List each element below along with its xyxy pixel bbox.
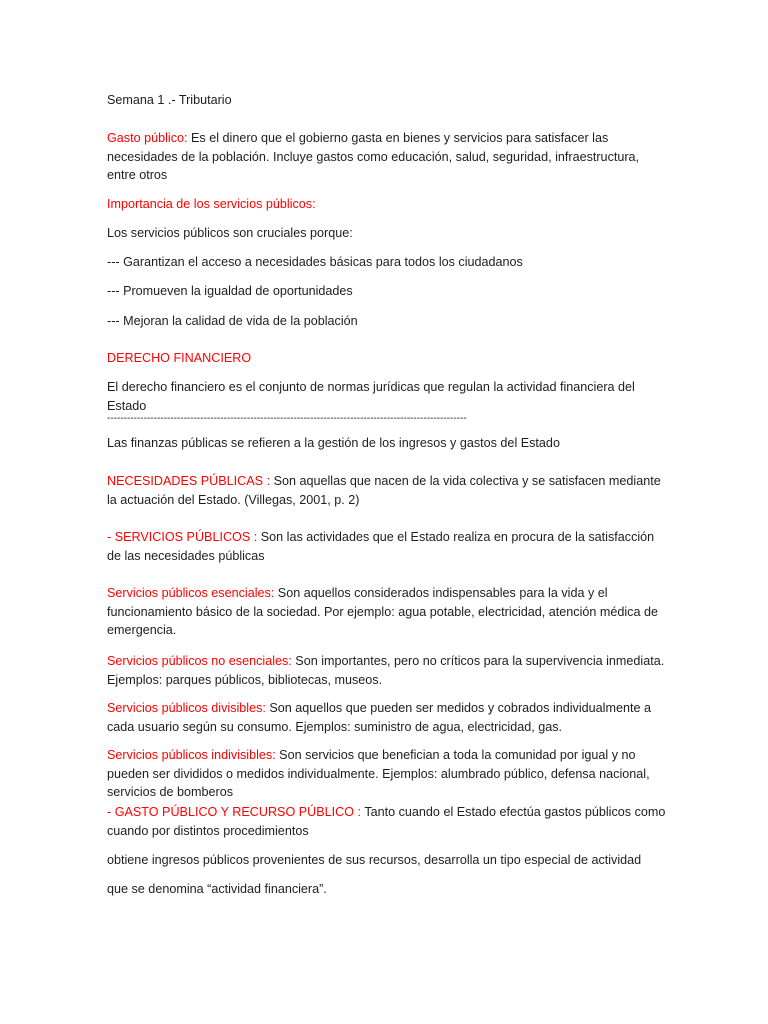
no-esenciales-text: Son importantes, pero no críticos para la supervivencia inmediata. Ejemplos: parques públicos, bibliotecas, museos. [107,654,665,687]
cruciales-text: Los servicios públicos son cruciales porque: [107,226,353,240]
derecho-heading: DERECHO FINANCIERO [107,351,252,365]
servicios-paragraph [107,528,667,565]
necesidades-text: Son aquellas que nacen de la vida colectiva y se satisfacen mediante la actuación del Estado. (Villegas, 2001, p. 2) [107,474,661,507]
bullet-item-2: --- Promueven la igualdad de oportunidades [107,284,353,298]
divisibles-text: Son aquellos que pueden ser medidos y cobrados individualmente a cada usuario según su consumo. Ejemplos: suministro de agua, electricidad, gas. [107,701,651,734]
divisibles-label: Servicios públicos divisibles: [107,701,266,715]
gasto-recurso-paragraph [107,803,667,840]
necesidades-paragraph [107,472,667,509]
necesidades-label: NECESIDADES PÚBLICAS : [107,474,271,488]
indivisibles-label: Servicios públicos indivisibles: [107,748,276,762]
importancia-heading: Importancia de los servicios públicos: [107,197,316,211]
finanzas-text: Las finanzas públicas se refieren a la gestión de los ingresos y gastos del Estado [107,436,560,450]
esenciales-text: Son aquellos considerados indispensables para la vida y el funcionamiento básico de la sociedad. Por ejemplo: agua potable, electricidad, atención médica de emergencia. [107,586,658,637]
document-title: Semana 1 .- Tributario [107,93,232,107]
esenciales-paragraph [107,584,667,640]
no-esenciales-paragraph [107,652,667,689]
gasto-recurso-text: Tanto cuando el Estado efectúa gastos públicos como cuando por distintos procedimientos [107,805,666,838]
denomina-text: que se denomina “actividad financiera”. [107,882,327,896]
gasto-publico-label: Gasto público: [107,131,188,145]
indivisibles-text: Son servicios que benefician a toda la comunidad por igual y no pueden ser divididos o medidos individualmente. Ejemplos: alumbrado público, defensa nacional, servicios de bomberos [107,748,650,799]
servicios-text: Son las actividades que el Estado realiza en procura de la satisfacción de las necesidades públicas [107,530,655,563]
divisibles-paragraph [107,699,667,736]
no-esenciales-label: Servicios públicos no esenciales: [107,654,292,668]
obtiene-text: obtiene ingresos públicos provenientes de sus recursos, desarrolla un tipo especial de actividad [107,853,642,867]
esenciales-label: Servicios públicos esenciales: [107,586,275,600]
gasto-recurso-label: - GASTO PÚBLICO Y RECURSO PÚBLICO : [107,805,362,819]
gasto-publico-text: Es el dinero que el gobierno gasta en bienes y servicios para satisfacer las necesidades de la población. Incluye gastos como educación, salud, seguridad, infraestructura, entre otros [107,131,640,182]
bullet-item-3: --- Mejoran la calidad de vida de la población [107,314,358,328]
servicios-label: - SERVICIOS PÚBLICOS : [107,530,258,544]
dashed-divider: ------------------------------------------------------------------------------------------------------------ [107,414,467,424]
gasto-publico-paragraph [107,129,667,185]
bullet-item-1: --- Garantizan el acceso a necesidades básicas para todos los ciudadanos [107,255,523,269]
indivisibles-paragraph [107,746,667,802]
derecho-text: El derecho financiero es el conjunto de normas jurídicas que regulan la actividad financiera del Estado [107,380,635,413]
